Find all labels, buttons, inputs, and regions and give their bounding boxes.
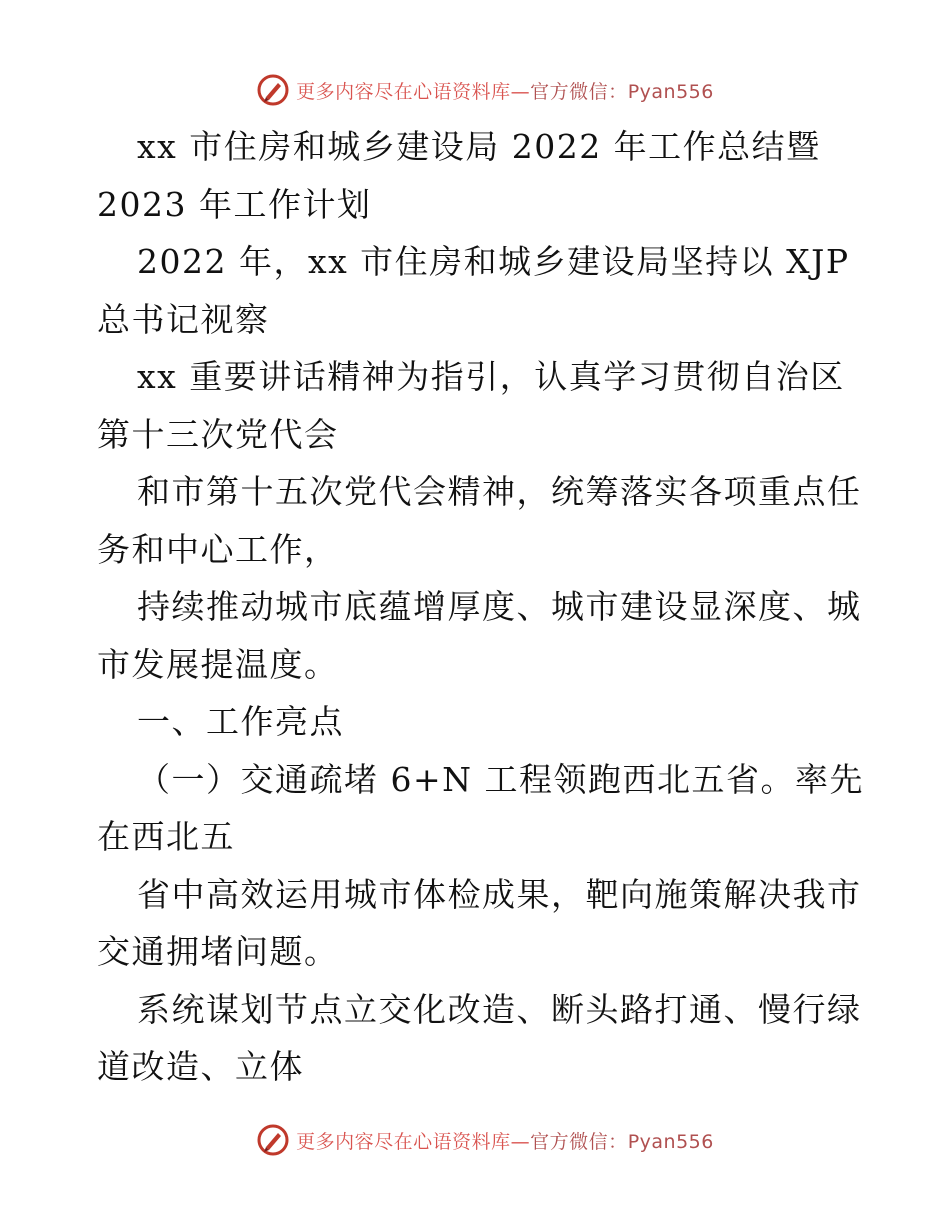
banner-sub-text: 官方微信： xyxy=(530,80,628,103)
section-heading: 一、工作亮点 xyxy=(137,702,344,741)
banner-dash: — xyxy=(510,80,531,103)
doc-line: 持续推动城市底蕴增厚度、城市建设显深度、城 xyxy=(137,587,862,626)
doc-line: 第十三次党代会 xyxy=(97,414,339,454)
footer-banner-content xyxy=(256,1123,714,1157)
pen-logo-icon xyxy=(256,73,290,107)
banner-wechat-id: Pyan556 xyxy=(627,80,714,103)
doc-line: xx 市住房和城乡建设局 2022 年工作总结暨 xyxy=(137,127,821,166)
doc-line: 市发展提温度。 xyxy=(97,644,339,684)
footer-banner xyxy=(0,1120,950,1160)
subsection-heading: （一）交通疏堵 6+N 工程领跑西北五省。率先 xyxy=(137,759,865,799)
banner-sub-text: 官方微信： xyxy=(530,1130,628,1153)
pen-logo-icon xyxy=(256,1123,290,1157)
doc-line: 道改造、立体 xyxy=(97,1047,304,1086)
doc-line: 2023 年工作计划 xyxy=(97,184,372,224)
document-body xyxy=(97,118,865,1096)
banner-dash: — xyxy=(510,1130,531,1153)
doc-line: 和市第十五次党代会精神，统筹落实各项重点任 xyxy=(137,472,862,511)
header-banner-content xyxy=(256,73,714,107)
doc-line: 务和中心工作， xyxy=(97,529,339,569)
header-banner xyxy=(0,70,950,110)
doc-line: 2022 年，xx 市住房和城乡建设局坚持以 XJP xyxy=(137,242,850,281)
doc-line: 交通拥堵问题。 xyxy=(97,932,339,971)
banner-main-text: 更多内容尽在心语资料库 xyxy=(296,1130,511,1153)
banner-wechat-id: Pyan556 xyxy=(627,1130,714,1153)
banner-main-text: 更多内容尽在心语资料库 xyxy=(296,80,511,103)
doc-line: 省中高效运用城市体检成果，靶向施策解决我市 xyxy=(137,874,862,914)
doc-line: 总书记视察 xyxy=(97,299,270,339)
doc-line: xx 重要讲话精神为指引，认真学习贯彻自治区 xyxy=(137,357,845,396)
header-banner-text xyxy=(296,77,714,104)
footer-banner-text xyxy=(296,1127,714,1154)
doc-line: 系统谋划节点立交化改造、断头路打通、慢行绿 xyxy=(137,989,862,1029)
doc-line: 在西北五 xyxy=(97,817,235,856)
